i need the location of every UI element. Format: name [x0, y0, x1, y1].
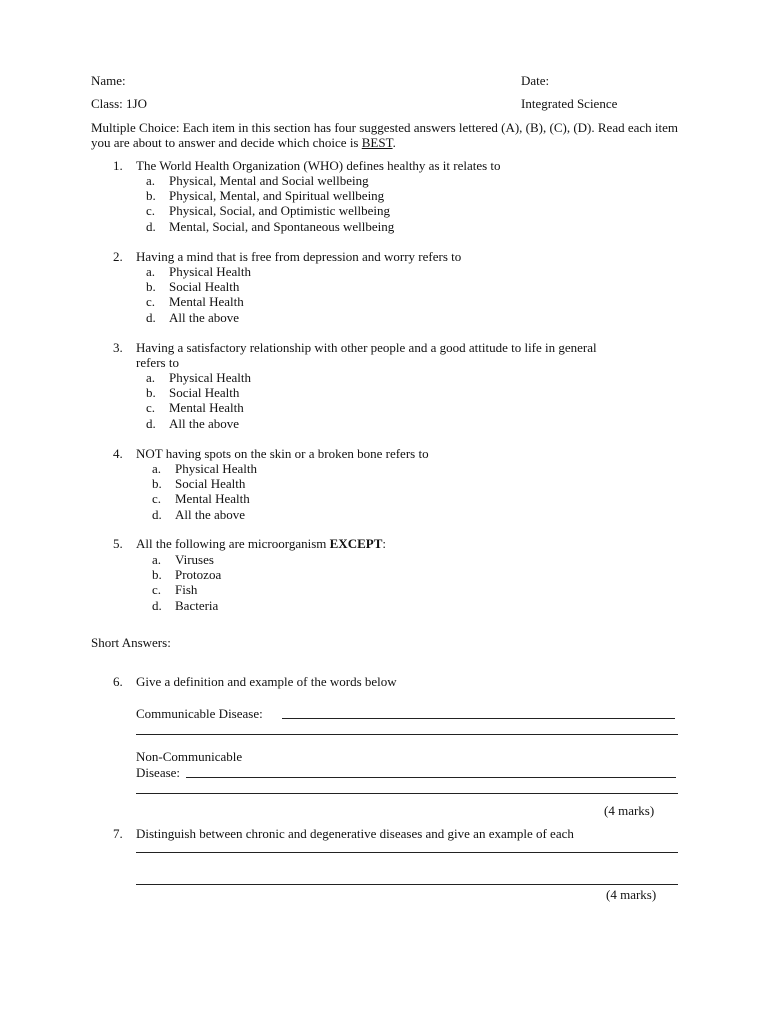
question-number: 6. [113, 674, 123, 689]
question-text: Give a definition and example of the words below [136, 674, 397, 689]
option-letter: c. [146, 203, 156, 219]
option-text: Physical, Social, and Optimistic wellbeing [169, 203, 390, 219]
option-letter: a. [146, 173, 156, 188]
question-3 [113, 340, 597, 355]
question-6-marks: (4 marks) [604, 803, 655, 818]
question-4 [113, 446, 429, 461]
question-3-options [146, 370, 251, 431]
short-answers-heading: Short Answers: [91, 635, 171, 650]
communicable-answer-line-1[interactable] [282, 718, 675, 719]
option-text: All the above [169, 415, 240, 431]
option [146, 188, 394, 203]
non-communicable-label-line2: Disease: [136, 765, 181, 780]
question-number: 2. [113, 249, 123, 264]
option [152, 582, 221, 597]
option [146, 385, 251, 400]
non-communicable-label-line1: Non-Communicable [136, 749, 243, 764]
name-label: Name: [91, 73, 126, 88]
option-letter: d. [146, 415, 156, 431]
instructions-emphasis: BEST [361, 135, 393, 150]
option [146, 310, 251, 325]
option-text: All the above [169, 309, 240, 325]
question-6 [113, 674, 397, 689]
option [152, 491, 257, 506]
option [146, 203, 394, 218]
question-1 [113, 158, 501, 173]
question-text: All the following are microorganism [136, 536, 330, 551]
instructions-end: . [392, 135, 396, 150]
date-label: Date: [521, 73, 550, 88]
option-text: Social Health [169, 385, 240, 401]
multiple-choice-instructions [91, 120, 691, 150]
question-number: 7. [113, 826, 123, 841]
question-7-answer-line-2[interactable] [136, 884, 678, 885]
option-text: Viruses [175, 552, 214, 567]
option [146, 219, 394, 234]
subject-label: Integrated Science [521, 96, 618, 111]
option-letter: b. [146, 385, 156, 401]
question-number: 3. [113, 340, 123, 355]
option-text: Mental Health [175, 491, 250, 507]
option-letter: d. [152, 597, 162, 613]
question-5 [113, 536, 386, 551]
option-text: Social Health [169, 279, 240, 295]
option-text: Physical Health [169, 264, 251, 279]
non-communicable-answer-line-2[interactable] [136, 793, 678, 794]
question-text: The World Health Organization (WHO) defines healthy as it relates to [136, 158, 501, 173]
option [152, 461, 257, 476]
option [152, 567, 221, 582]
question-emphasis: EXCEPT [329, 536, 383, 551]
question-2-options [146, 264, 251, 325]
option-letter: c. [152, 491, 162, 507]
option-letter: c. [152, 582, 162, 598]
option-text: Bacteria [175, 597, 219, 613]
question-number: 1. [113, 158, 123, 173]
option-letter: a. [146, 370, 156, 385]
option [152, 507, 257, 522]
option [146, 173, 394, 188]
option-letter: b. [152, 567, 162, 583]
question-4-options [152, 461, 257, 522]
option-letter: d. [152, 506, 162, 522]
option-text: Social Health [175, 476, 246, 492]
option [146, 264, 251, 279]
option-letter: b. [152, 476, 162, 492]
class-label: Class: 1JO [91, 96, 147, 111]
question-2 [113, 249, 461, 264]
question-text: Distinguish between chronic and degenerative diseases and give an example of each [136, 826, 574, 841]
option [146, 416, 251, 431]
question-text-end: : [382, 536, 386, 551]
question-number: 5. [113, 536, 123, 551]
option [152, 476, 257, 491]
option-text: Mental Health [169, 400, 244, 416]
option-text: Mental, Social, and Spontaneous wellbeing [169, 218, 395, 234]
option [152, 598, 221, 613]
question-7-marks: (4 marks) [606, 887, 657, 902]
question-3-continued [113, 355, 179, 370]
option-letter: d. [146, 309, 156, 325]
option-letter: a. [152, 461, 162, 476]
question-text-continued: refers to [136, 355, 179, 370]
communicable-answer-line-2[interactable] [136, 734, 678, 735]
option-text: Physical, Mental and Social wellbeing [169, 173, 369, 188]
option [146, 294, 251, 309]
non-communicable-answer-line-1[interactable] [186, 777, 676, 778]
option-letter: c. [146, 400, 156, 416]
question-1-options [146, 173, 394, 234]
option [146, 370, 251, 385]
question-text: Having a satisfactory relationship with other people and a good attitude to life in general [136, 340, 597, 355]
question-7-answer-line-1[interactable] [136, 852, 678, 853]
option-letter: a. [152, 552, 162, 567]
question-number: 4. [113, 446, 123, 461]
option-letter: b. [146, 188, 156, 204]
option-text: Physical Health [169, 370, 251, 385]
option [146, 279, 251, 294]
question-text: NOT having spots on the skin or a broken bone refers to [136, 446, 429, 461]
option-text: All the above [175, 506, 246, 522]
instructions-text: Multiple Choice: Each item in this section has four suggested answers lettered (A), (B), (C), (D). Read each item you are about to answer and decide which choice is [91, 120, 678, 150]
option-text: Physical, Mental, and Spiritual wellbeing [169, 188, 385, 204]
option-letter: b. [146, 279, 156, 295]
question-text: Having a mind that is free from depression and worry refers to [136, 249, 462, 264]
option-text: Protozoa [175, 567, 222, 583]
question-7 [113, 826, 574, 841]
option-text: Physical Health [175, 461, 257, 476]
question-5-options [152, 552, 221, 613]
option-letter: d. [146, 218, 156, 234]
option-letter: a. [146, 264, 156, 279]
option [152, 552, 221, 567]
communicable-disease-label: Communicable Disease: [136, 706, 263, 721]
option-text: Fish [175, 582, 198, 598]
option-text: Mental Health [169, 294, 244, 310]
option [146, 400, 251, 415]
option-letter: c. [146, 294, 156, 310]
